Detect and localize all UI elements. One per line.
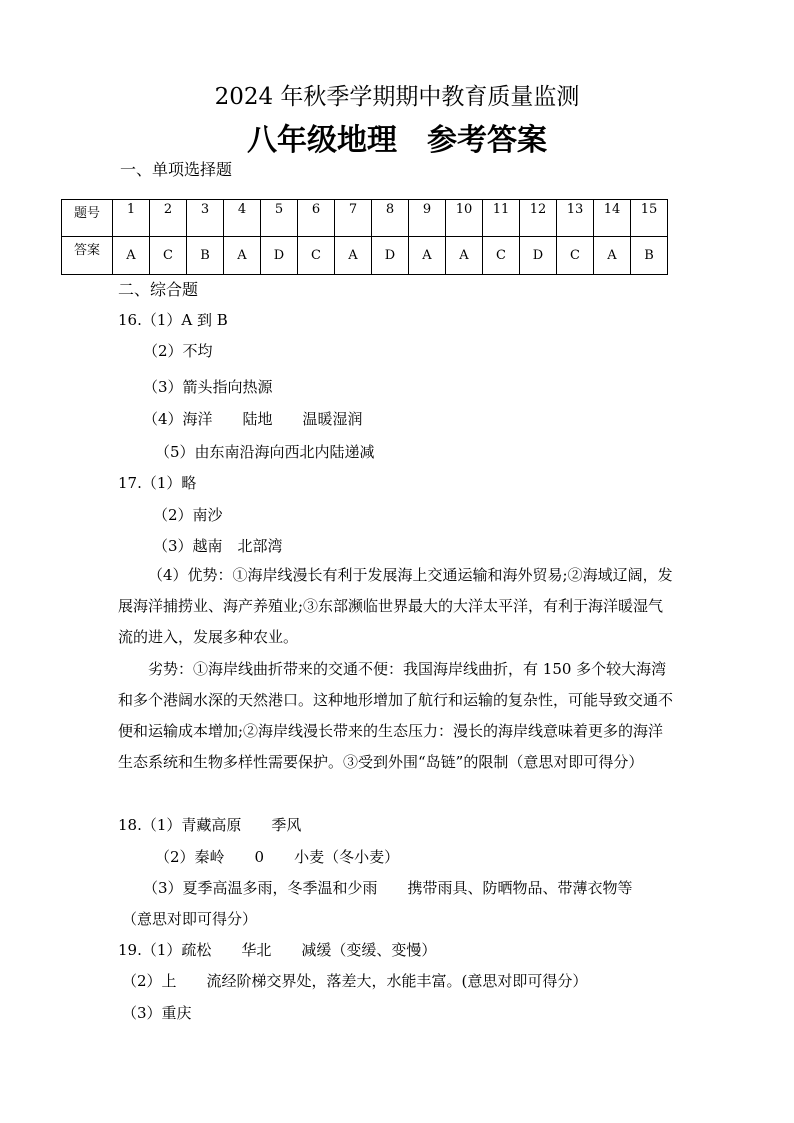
- q19-part1: 19.（1）疏松 华北 减缓（变缓、变慢）: [118, 941, 437, 959]
- table-row-label-answer: 答案: [62, 237, 113, 275]
- answer-cell: B: [631, 237, 668, 275]
- q16-part5: （5）由东南沿海向西北内陆递减: [155, 443, 375, 461]
- q18-part2: （2）秦岭 0 小麦（冬小麦）: [155, 848, 400, 866]
- answer-cell: A: [594, 237, 631, 275]
- answer-cell: A: [335, 237, 372, 275]
- question-number-cell: 12: [520, 200, 557, 237]
- question-number-cell: 10: [446, 200, 483, 237]
- answer-cell: C: [298, 237, 335, 275]
- q17-part1: 17.（1）略: [118, 474, 197, 492]
- q18-part1: 18.（1）青藏高原 季风: [118, 816, 302, 834]
- question-number-cell: 1: [113, 200, 150, 237]
- q16-part3: （3）箭头指向热源: [143, 378, 273, 396]
- question-number-cell: 14: [594, 200, 631, 237]
- answer-cell: A: [224, 237, 261, 275]
- q18-part3-note: （意思对即可得分）: [122, 910, 258, 928]
- answer-cell: C: [483, 237, 520, 275]
- q17-part4-disadvantages: 劣势：①海岸线曲折带来的交通不便：我国海岸线曲折，有 150 多个较大海湾和多个港阔水深的天然港口。这种地形增加了航行和运输的复杂性，可能导致交通不便和运输成本增加;②海岸线漫长带来的生态压力：漫长的海岸线意味着更多的海洋生态系统和生物多样性需要保护。③受到外围“岛链”的限制（意思对即可得分）: [118, 660, 674, 771]
- question-number-cell: 7: [335, 200, 372, 237]
- q17-part2: （2）南沙: [153, 506, 223, 524]
- question-number-cell: 4: [224, 200, 261, 237]
- answer-cell: A: [113, 237, 150, 275]
- answer-table-answer-row: [62, 237, 668, 275]
- answer-cell: D: [520, 237, 557, 275]
- q16-part4: （4）海洋 陆地 温暖湿润: [143, 410, 363, 428]
- question-number-cell: 3: [187, 200, 224, 237]
- answer-cell: D: [372, 237, 409, 275]
- section-heading-comprehensive: 二、综合题: [118, 280, 199, 299]
- answer-cell: C: [557, 237, 594, 275]
- question-number-cell: 8: [372, 200, 409, 237]
- document-title: 2024 年秋季学期期中教育质量监测: [214, 84, 580, 110]
- question-number-cell: 11: [483, 200, 520, 237]
- q17-part3: （3）越南 北部湾: [153, 537, 283, 555]
- answer-cell: A: [409, 237, 446, 275]
- question-number-cell: 13: [557, 200, 594, 237]
- answer-cell: C: [150, 237, 187, 275]
- question-number-cell: 9: [409, 200, 446, 237]
- document-subtitle: 八年级地理 参考答案: [247, 123, 547, 158]
- section-heading-single-choice: 一、单项选择题: [120, 160, 233, 179]
- q18-part3: （3）夏季高温多雨，冬季温和少雨 携带雨具、防晒物品、带薄衣物等: [143, 879, 633, 897]
- q17-part4-advantages: （4）优势：①海岸线漫长有利于发展海上交通运输和海外贸易;②海域辽阔，发展海洋捕捞业、海产养殖业;③东部濒临世界最大的大洋太平洋，有利于海洋暖湿气流的进入，发展多种农业。: [118, 566, 673, 646]
- answer-cell: B: [187, 237, 224, 275]
- table-row-label-number: 题号: [62, 200, 113, 237]
- answer-cell: A: [446, 237, 483, 275]
- q16-part2: （2）不均: [143, 342, 213, 360]
- q19-part3: （3）重庆: [122, 1004, 192, 1022]
- q19-part2: （2）上 流经阶梯交界处，落差大，水能丰富。(意思对即可得分）: [122, 972, 588, 990]
- question-number-cell: 5: [261, 200, 298, 237]
- question-number-cell: 2: [150, 200, 187, 237]
- answer-table-number-row: [62, 200, 668, 237]
- answer-table: [61, 199, 668, 275]
- question-number-cell: 15: [631, 200, 668, 237]
- answer-cell: D: [261, 237, 298, 275]
- question-number-cell: 6: [298, 200, 335, 237]
- q16-part1: 16.（1）A 到 B: [118, 311, 228, 329]
